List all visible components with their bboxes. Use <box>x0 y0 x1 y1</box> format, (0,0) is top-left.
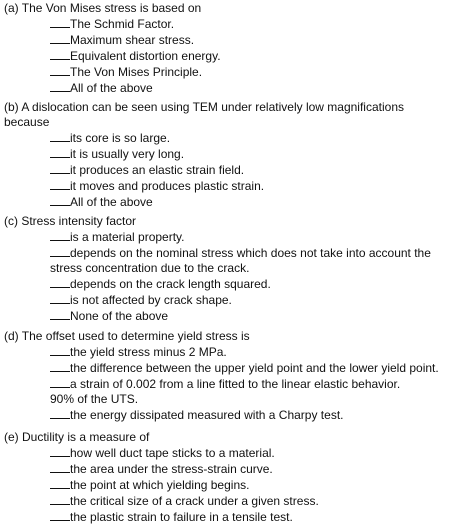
question-d-option-2: the difference between the upper yield point and the lower yield point. <box>50 360 470 376</box>
question-b-stem-line-2: because <box>4 115 50 129</box>
answer-blank[interactable] <box>50 229 70 241</box>
question-a-stem: (a) The Von Mises stress is based on <box>4 1 202 15</box>
question-d-extra-line: 90% of the UTS. <box>50 392 139 406</box>
question-a-option-5: All of the above <box>50 80 470 96</box>
question-b-option-4: it moves and produces plastic strain. <box>50 178 470 194</box>
question-b-option-5: All of the above <box>50 194 470 210</box>
answer-blank[interactable] <box>50 292 70 304</box>
answer-blank[interactable] <box>50 493 70 505</box>
answer-blank[interactable] <box>50 461 70 473</box>
answer-blank[interactable] <box>50 407 70 419</box>
question-c-option-2-continuation: stress concentration due to the crack. <box>50 261 250 275</box>
question-c-option-4: is not affected by crack shape. <box>50 292 470 308</box>
question-a-option-3: Equivalent distortion energy. <box>50 48 470 64</box>
question-e-option-1: how well duct tape sticks to a material. <box>50 445 470 461</box>
question-a-option-2: Maximum shear stress. <box>50 32 470 48</box>
answer-blank[interactable] <box>50 344 70 356</box>
question-e-option-3: the point at which yielding begins. <box>50 477 470 493</box>
answer-blank[interactable] <box>50 194 70 206</box>
question-b-option-1: its core is so large. <box>50 130 470 146</box>
question-c-stem: (c) Stress intensity factor <box>4 214 137 228</box>
question-c-option-3: depends on the crack length squared. <box>50 276 470 292</box>
question-c-option-2: depends on the nominal stress which does not take into account the <box>50 245 470 261</box>
answer-blank[interactable] <box>50 178 70 190</box>
question-b-option-2: it is usually very long. <box>50 146 470 162</box>
question-a-option-1: The Schmid Factor. <box>50 16 470 32</box>
question-c-option-5: None of the above <box>50 308 470 324</box>
question-e-stem: (e) Ductility is a measure of <box>4 430 150 444</box>
answer-blank[interactable] <box>50 162 70 174</box>
answer-blank[interactable] <box>50 509 70 521</box>
answer-blank[interactable] <box>50 48 70 60</box>
answer-blank[interactable] <box>50 360 70 372</box>
answer-blank[interactable] <box>50 245 70 257</box>
question-a <box>4 1 470 96</box>
question-d-stem: (d) The offset used to determine yield stress is <box>4 329 250 343</box>
answer-blank[interactable] <box>50 477 70 489</box>
answer-blank[interactable] <box>50 130 70 142</box>
question-c <box>4 214 470 324</box>
answer-blank[interactable] <box>50 445 70 457</box>
question-b <box>4 100 470 210</box>
question-e-option-5: the plastic strain to failure in a tensile test. <box>50 509 470 525</box>
question-e <box>4 430 470 525</box>
answer-blank[interactable] <box>50 276 70 288</box>
answer-blank[interactable] <box>50 376 70 388</box>
question-b-option-3: it produces an elastic strain field. <box>50 162 470 178</box>
question-e-option-4: the critical size of a crack under a given stress. <box>50 493 470 509</box>
question-e-option-2: the area under the stress-strain curve. <box>50 461 470 477</box>
answer-blank[interactable] <box>50 16 70 28</box>
answer-blank[interactable] <box>50 146 70 158</box>
answer-blank[interactable] <box>50 64 70 76</box>
answer-blank[interactable] <box>50 308 70 320</box>
question-d <box>4 329 470 423</box>
question-d-option-3: a strain of 0.002 from a line fitted to the linear elastic behavior. <box>50 376 470 392</box>
question-c-option-1: is a material property. <box>50 229 470 245</box>
answer-blank[interactable] <box>50 80 70 92</box>
question-a-option-4: The Von Mises Principle. <box>50 64 470 80</box>
question-b-stem-line-1: (b) A dislocation can be seen using TEM under relatively low magnifications <box>4 100 404 114</box>
question-d-option-1: the yield stress minus 2 MPa. <box>50 344 470 360</box>
question-d-option-4: the energy dissipated measured with a Charpy test. <box>50 407 470 423</box>
answer-blank[interactable] <box>50 32 70 44</box>
